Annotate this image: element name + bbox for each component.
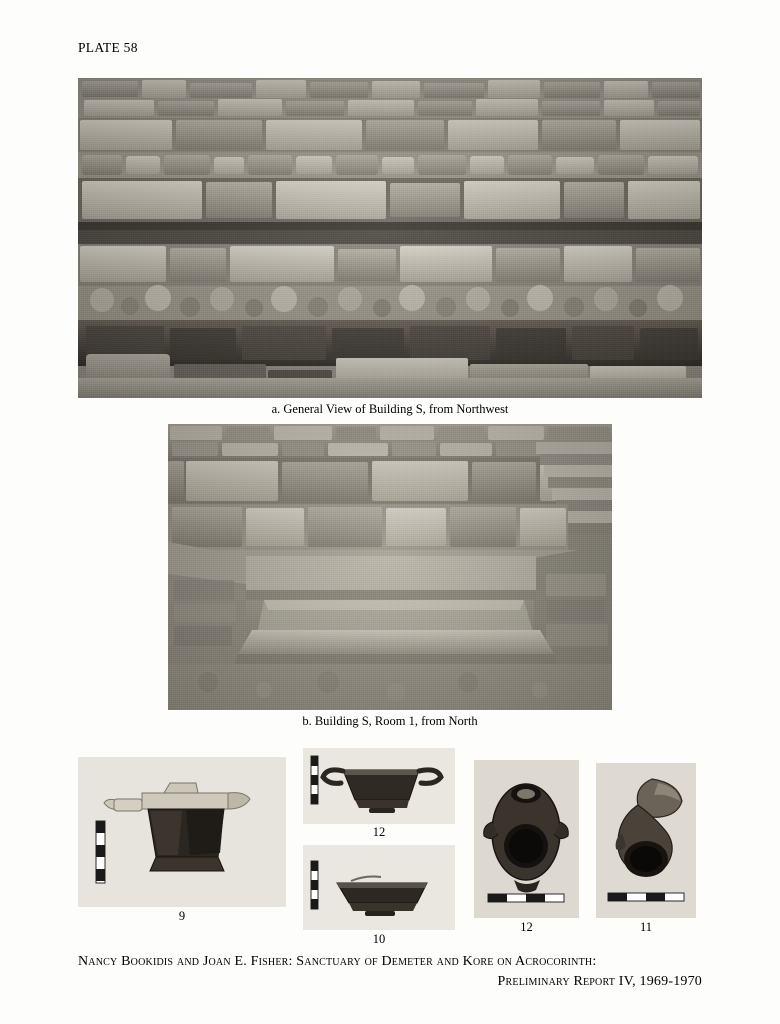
object-11-caption: 11 [639,920,653,934]
object-12-kylix-caption: 12 [372,825,386,839]
object-photo-9 [78,757,286,907]
object-photo-12-lamp [474,760,579,918]
object-10-caption: 10 [372,932,386,946]
object-photo-10 [303,845,455,930]
object-photo-11 [596,763,696,918]
object-9-caption: 9 [178,909,186,923]
footer-line-2: Preliminary Report IV, 1969-1970 [497,974,702,990]
plate-footer [78,952,702,993]
plate-label: PLATE 58 [78,40,138,55]
figure-a-caption: a. General View of Building S, from Northwest [271,402,509,416]
object-9-illustration [78,757,286,907]
footer-line-1: Nancy Bookidis and Joan E. Fisher: Sanctuary of Demeter and Kore on Acrocorinth: [78,954,597,969]
object-11-illustration [596,763,696,918]
object-10-illustration [303,845,455,930]
figure-a-illustration [78,78,702,398]
figure-b-caption: b. Building S, Room 1, from North [302,714,478,728]
figure-b-photo [168,424,612,710]
object-12-lamp-illustration [474,760,579,918]
figure-b-image [168,424,612,710]
object-photo-12-kylix [303,748,455,824]
figure-b-illustration [168,424,612,710]
figure-a-photo [78,78,702,398]
figure-a-image [78,78,702,398]
object-12-lamp-caption: 12 [520,920,533,934]
object-12-kylix-illustration [303,748,455,824]
